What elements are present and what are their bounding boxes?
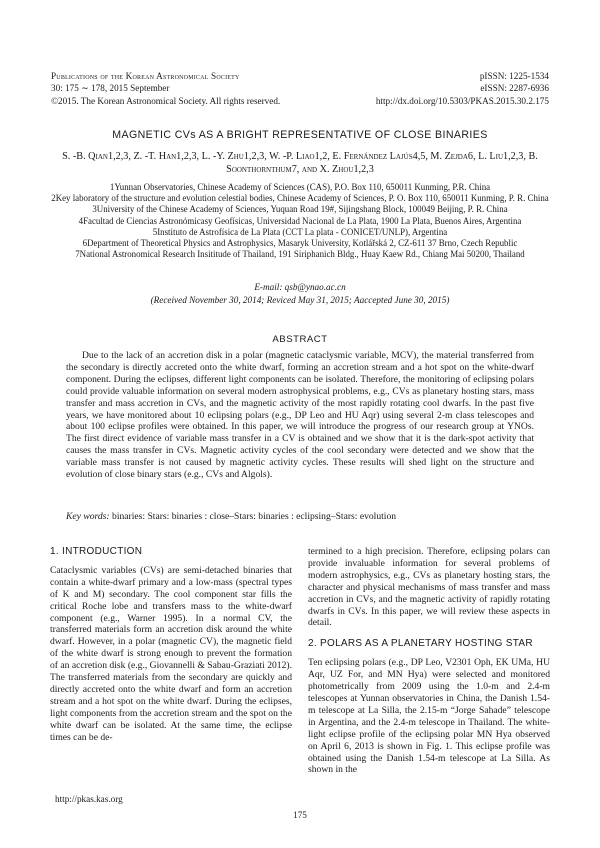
abstract-heading: ABSTRACT — [272, 334, 328, 345]
introduction-text: Cataclysmic variables (CVs) are semi-detached binaries that contain a white-dwarf primary and a low-mass (spectral types of K and M) secondary. The cool component star fills the critical Roche lobe and transfers mass to the white-dwarf component (e.g., Warner 1995). In a normal CV, the transferred materials form an accretion disk around the white dwarf. However, in a polar (magnetic CV), the magnetic field of the white dwarf is strong enough to prevent the formation of an accretion disk (e.g., Giovannelli & Sabau-Graziati 2012). The transferred materials from the secondary are quickly and directly accreted onto the white dwarf and form an accretion stream and a hot spot on the white dwarf. During the eclipses, light components from the accretion stream and the spot on the white dwarf can be isolated. At the same time, the eclipse times can be de- — [50, 564, 292, 743]
pissn: pISSN: 1225-1534 — [479, 71, 549, 81]
section-2-text: Ten eclipsing polars (e.g., DP Leo, V2301 Oph, EK UMa, HU Aqr, UZ For, and MN Hya) were selected and monitored photometrically from 2009 using the 1.0-m and 2.4-m telescopes at Yunnan observatories in China, the Danish 1.54-m telescope at La Silla, the 2.15-m “Jorge Sahade” telescope in Argentina, and the 2.4-m telescope in Thailand. The white-light eclipse profile of the eclipsing polar MN Hya observed on April 6, 2013 is shown in Fig. 1. This eclipse profile was obtained using the Danish 1.54-m telescope at La Silla. As shown in the — [308, 657, 550, 776]
affiliation: 5Instituto de Astrofísica de La Plata (CCT La plata - CONICET/UNLP), Argentina — [152, 226, 448, 237]
volume-pages: 30: 175 ∼ 178, 2015 September — [51, 83, 170, 94]
received-dates: (Received November 30, 2014; Reviced May 31, 2015; Aaccepted June 30, 2015) — [150, 295, 450, 305]
left-column — [50, 546, 292, 744]
affiliation: 7National Astronomical Research Insititude of Thailand, 191 Siriphanich Bldg., Huay Kaew Rd., Chiang Mai 50200, Thailand — [75, 249, 525, 260]
issn-header — [309, 70, 549, 107]
doi-link[interactable]: http://dx.doi.org/10.5303/PKAS.2015.30.2.175 — [375, 95, 549, 106]
abstract-text: Due to the lack of an accretion disk in a polar (magnetic cataclysmic variable, MCV), the material transferred from the secondary is directly accreted onto the white dwarf, forming an accretion stream and a hot spot on the white-dwarf component. During the eclipses, different light components can be isolated. Therefore, the monitoring of eclipsing polars could provide valuable information on several modern astrophysical problems, e.g., CVs as planetary hosting stars, mass transfer and mass accretion in CVs, and the magnetic activity of the most rapidly rotating cool dwarfs. In the past five years, we have monitored about 10 eclipsing polars (e.g., DP Leo and HU Aqr) using several 2-m class telescopes and about 100 eclipse profiles were obtained. In this paper, we will introduce the progress of our research group at YNOs. The first direct evidence of variable mass transfer in a CV is obtained and we show that it is the dark-spot activity that causes the mass transfer in CVs. Magnetic activity cycles of the cool secondary were detected and we show that the variable mass transfer is not caused by magnetic activity cycles. These results will shed light on the structure and evolution of close binary stars (e.g., CVs and Algols). — [66, 350, 534, 481]
affiliation: 1Yunnan Observatories, Chinese Academy of Sciences (CAS), P.O. Box 110, 650011 Kunming, P.R. China — [109, 182, 491, 192]
affiliation: 3University of the Chinese Academy of Sciences, Yuquan Road 19#, Sijingshang Block, 100049 Beijing, P. R. China — [92, 204, 508, 215]
affiliation: 6Department of Theoretical Physics and Astrophysics, Masaryk University, Kotlářská 2, CZ-611 37 Brno, Czech Republic — [82, 238, 518, 249]
keywords-label: Key words: — [66, 511, 110, 522]
copyright-line: ©2015. The Korean Astronomical Society. All rights reserved. — [51, 95, 281, 106]
affiliation: 4Facultad de Ciencias Astronómicasy Geofísicas, Universidad Nacional de La Plata, 1900 La Plata, Buenos Aires, Argentina — [78, 215, 522, 226]
page-number: 175 — [293, 810, 307, 820]
journal-name: Publications of the Korean Astronomical Society — [51, 71, 240, 81]
keywords-line — [66, 511, 534, 523]
section-heading-introduction: 1. INTRODUCTION — [50, 546, 143, 557]
contact-email: E-mail: qsb@ynao.ac.cn — [254, 282, 346, 292]
author-list: S. -B. Qian1,2,3, Z. -T. Han1,2,3, L. -Y. Zhu1,2,3, W. -P. Liao1,2, E. Fernández Lajús4,5, M. Zejda6, L. Liu1,2,3, B. Soonthornthum7, and X. Zhou1,2,3 — [62, 151, 538, 175]
keywords-text: binaries: Stars: binaries : close–Stars: binaries : eclipsing–Stars: evolution — [112, 511, 397, 522]
footer-url[interactable]: http://pkas.kas.org — [55, 794, 123, 804]
right-column — [308, 546, 550, 776]
affiliation: 2Key laboratory of the structure and evolution celestial bodies, Chinese Academy of Sciences, P. O. Box 110, 650011 Kunming, P. R. China — [51, 193, 549, 204]
paper-title: MAGNETIC CVs AS A BRIGHT REPRESENTATIVE OF CLOSE BINARIES — [112, 129, 488, 141]
affiliations — [50, 182, 550, 260]
section-heading-polars: 2. POLARS AS A PLANETARY HOSTING STAR — [308, 638, 533, 650]
introduction-text-continued: termined to a high precision. Therefore, eclipsing polars can provide invaluable information for several problems of modern astrophysics, e.g., CVs as planetary hosting stars, the character and physical mechanisms of mass transfer and mass accretion in CVs, and the magnetic activity of rapidly rotating dwarfs in CVs. In this paper, we will review these aspects in detail. — [308, 546, 550, 629]
eissn: eISSN: 2287-6936 — [480, 83, 549, 94]
